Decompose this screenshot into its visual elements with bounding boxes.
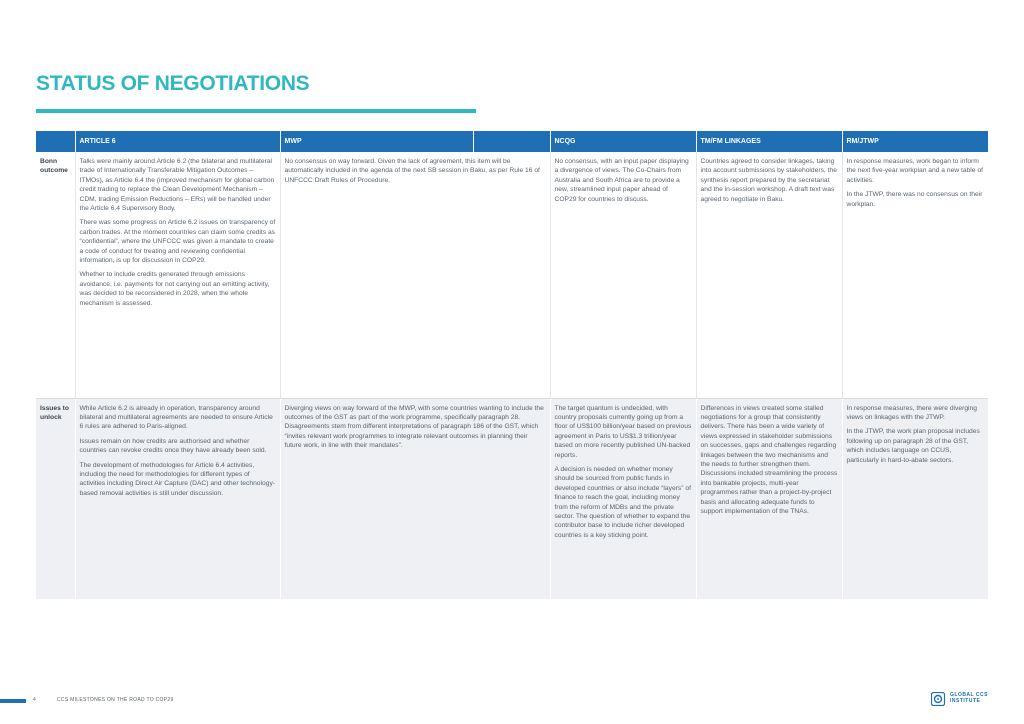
table-header-row xyxy=(36,131,988,152)
footer-accent-bar xyxy=(0,699,26,703)
cell-paragraph: In the JTWP, there was no consensus on their workplan. xyxy=(846,191,983,208)
cell-paragraph: In response measures, there were diverging views on linkages with the JTWP. xyxy=(846,404,977,421)
title-underline xyxy=(36,109,476,113)
cell-paragraph: Differences in views created some stalled negotiations for a group that consistently delivers. There has been a wide variety of views expressed in stakeholder submissions on successes, gaps and challenges regarding linkages between the two mechanisms and the needs to further strengthen them. Discussions included streamlining the process into bankable projects, multi-year programmes rather than a project-by-project basis and allocating adequate funds to support implementation of the TNAs. xyxy=(700,404,838,515)
cell-paragraph: No consensus, with an input paper displaying a divergence of views. The Co-Chairs from Australia and South Africa are to provide a new, streamlined input paper ahead of COP29 for countries to discuss. xyxy=(554,158,689,203)
table-row xyxy=(36,398,988,599)
cell-paragraph: Diverging views on way forward of the MWP, with some countries wanting to include the outcomes of the GST as part of the work programme, specifically paragraph 28. Disagreements stem from different interpretations of paragraph 186 of the GST, which “invites relevant work programmes to integrate relevant outcomes in planning their future work, in line with their mandates”. xyxy=(284,404,544,450)
cell-ncqg xyxy=(550,398,696,599)
header-mwp: MWP xyxy=(280,131,473,152)
page-number: 4 xyxy=(33,697,36,703)
cell-paragraph: The target quantum is undecided, with country proposals currently going up from a floor of US$100 billion/year based on previous agreement in Paris to US$1.3 trillion/year based on more recently published UN-backed reports. xyxy=(554,404,692,459)
logo-wordmark xyxy=(950,692,988,704)
row-label: Issues to unlock xyxy=(36,398,75,599)
cell-ncqg xyxy=(550,152,696,398)
cell-paragraph: A decision is needed on whether money should be sourced from public funds in developed countries or also include “layers” of finance to reach the goal, including money from the reform of MDBs and the private sector. The question of whether to expand the contributor base to include richer developed countries is a key sticking point. xyxy=(554,465,691,539)
global-ccs-institute-logo-icon xyxy=(931,692,945,706)
cell-rmjtwp xyxy=(842,152,988,398)
cell-mwp xyxy=(280,398,550,599)
cell-paragraph: In the JTWP, the work plan proposal includes following up on paragraph 28 of the GST, which includes language on CCUS, particularly in hard-to-abate sectors. xyxy=(846,428,980,464)
header-article6: ARTICLE 6 xyxy=(75,131,280,152)
cell-paragraph: There was some progress on Article 6.2 issues on transparency of carbon trades. At the moment countries can claim some credits as “confidential”, where the UNFCCC was given a mandate to create a code of conduct for treating and reviewing confidential information, is up for discussion in COP29. xyxy=(79,219,276,265)
cell-paragraph: Countries agreed to consider linkages, taking into account submissions by stakeholders, the synthesis report prepared by the secretariat and the in-session workshop. A draft text was agreed to negotiate in Baku. xyxy=(700,158,837,203)
footer-title: CCS MILESTONES ON THE ROAD TO COP29 xyxy=(57,697,174,703)
header-rm-jtwp: RM/JTWP xyxy=(842,131,988,152)
header-tmfm-linkages: TM/FM LINKAGES xyxy=(696,131,842,152)
cell-paragraph: Talks were mainly around Article 6.2 (the bilateral and multilateral trade of Internationally Transferable Mitigation Outcomes – ITMOs), as Article 6.4 the (improved mechanism for global carbon credit trading to replace the Clean Development Mechanism – CDM, trading Emission Reductions – ERs) will be handled under the Article 6.4 Supervisory Body. xyxy=(79,158,275,213)
cell-article6 xyxy=(75,152,280,398)
header-label-col xyxy=(36,131,75,152)
cell-paragraph: In response measures, work began to inform the next five-year workplan and a new table of activities. xyxy=(846,158,983,184)
header-blank xyxy=(473,131,550,152)
cell-paragraph: Whether to include credits generated through emissions avoidance, i.e. payments for not carrying out an emitting activity, was decided to be reconsidered in 2028, when the whole mechanism is assessed. xyxy=(79,271,270,307)
header-ncqg: NCQG xyxy=(550,131,696,152)
table-row xyxy=(36,152,988,398)
cell-article6 xyxy=(75,398,280,599)
cell-rmjtwp xyxy=(842,398,988,599)
cell-tmfm xyxy=(696,152,842,398)
cell-mwp xyxy=(280,152,550,398)
logo-line-2: INSTITUTE xyxy=(950,698,981,704)
cell-paragraph: The development of methodologies for Article 6.4 activities, including the need for methodologies for different types of activities including Direct Air Capture (DAC) and other technology-based removal activities is still under discussion. xyxy=(79,461,276,497)
negotiations-table xyxy=(36,131,988,599)
row-label: Bonn outcome xyxy=(36,152,75,398)
cell-tmfm xyxy=(696,398,842,599)
cell-paragraph: While Article 6.2 is already in operation, transparency around bilateral and multilateral agreements are needed to ensure Article 6 rules are adhered to Paris-aligned. xyxy=(79,404,273,431)
cell-paragraph: No consensus on way forward. Given the lack of agreement, this item will be automatically included in the agenda of the next SB session in Baku, as per Rule 16 of UNFCCC Draft Rules of Procedure. xyxy=(284,158,540,184)
logo-line-1: GLOBAL CCS xyxy=(950,692,988,698)
cell-paragraph: Issues remain on how credits are authorised and whether countries can revoke credits once they have already been sold. xyxy=(79,437,267,455)
page-title: STATUS OF NEGOTIATIONS xyxy=(36,72,310,95)
